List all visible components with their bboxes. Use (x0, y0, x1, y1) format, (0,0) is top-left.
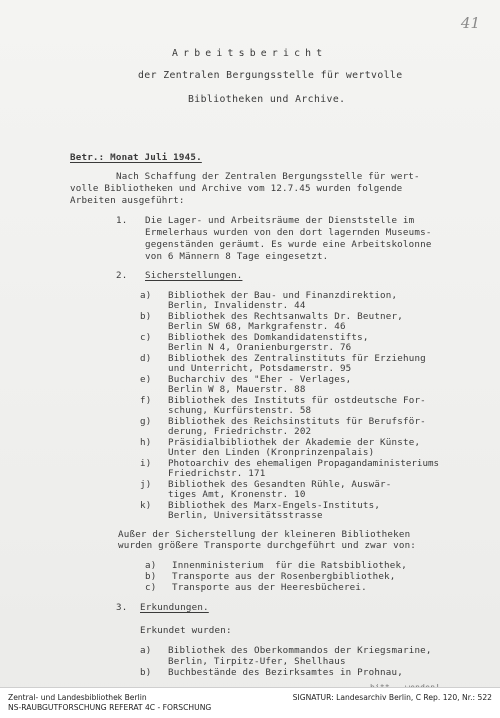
title-line-1: Arbeitsbericht (172, 48, 328, 59)
section-line: von 6 Männern 8 Tage eingesetzt. (145, 251, 329, 262)
list-item-line: und Unterricht, Potsdamerstr. 95 (168, 363, 352, 374)
list-item-line: Friedrichstr. 171 (168, 468, 266, 479)
list-item-line: Bibliothek der Bau- und Finanzdirektion, (168, 290, 398, 301)
list-item-line: Bibliothek des Reichsinstituts für Berufsför- (168, 416, 426, 427)
list-marker: a) (145, 560, 157, 571)
list-marker: b) (140, 311, 152, 322)
list-item-line: Bibliothek des Rechtsanwalts Dr. Beutner, (168, 311, 403, 322)
list-item-line: Präsidialbibliothek der Akademie der Künste, (168, 437, 421, 448)
subject-line: Betr.: Monat Juli 1945. (70, 152, 202, 163)
list-item-line: Berlin N 4, Oranienburgerstr. 76 (168, 342, 352, 353)
list-item-line: Berlin W 8, Mauerstr. 88 (168, 384, 306, 395)
list-item-line: Bibliothek des Oberkommandos der Kriegsmarine, (168, 645, 432, 656)
list-item-line: Unter den Linden (Kronprinzenpalais) (168, 447, 375, 458)
section-heading: Erkundungen. (140, 602, 209, 613)
list-marker: i) (140, 458, 152, 469)
list-marker: c) (140, 332, 152, 343)
list-marker: b) (140, 667, 152, 678)
paragraph-line: Außer der Sicherstellung der kleineren Bibliotheken (118, 529, 411, 540)
archive-footer (0, 687, 500, 718)
list-marker: j) (140, 479, 152, 490)
footer-institution: Zentral- und Landesbibliothek Berlin (8, 693, 147, 702)
list-item-line: Bibliothek des Zentralinstituts für Erziehung (168, 353, 426, 364)
list-item-line: Berlin SW 68, Markgrafenstr. 46 (168, 321, 346, 332)
list-item-line: Transporte aus der Rosenbergbibliothek, (172, 571, 396, 582)
list-marker: b) (145, 571, 157, 582)
section-number: 3. (116, 602, 128, 613)
list-marker: e) (140, 374, 152, 385)
list-item-line: Bibliothek des Instituts für ostdeutsche For- (168, 395, 426, 406)
footer-department: NS-RAUBGUTFORSCHUNG REFERAT 4C - FORSCHUNG (8, 703, 212, 712)
footer-signature: SIGNATUR: Landesarchiv Berlin, C Rep. 120, Nr.: 522 (292, 693, 492, 702)
list-item-line: schung, Kurfürstenstr. 58 (168, 405, 312, 416)
section-number: 1. (116, 215, 128, 226)
title-line-2: der Zentralen Bergungsstelle für wertvolle (138, 70, 403, 81)
list-item-line: Photoarchiv des ehemaligen Propagandaministeriums (168, 458, 440, 469)
intro-line: Nach Schaffung der Zentralen Bergungsstelle für wert- (116, 171, 420, 182)
list-marker: a) (140, 645, 152, 656)
list-item-line: Bibliothek des Marx-Engels-Instituts, (168, 500, 381, 511)
section-heading: Sicherstellungen. (145, 270, 243, 281)
list-item-line: Transporte aus der Heeresbücherei. (172, 582, 367, 593)
list-item-line: Bibliothek des Domkandidatenstifts, (168, 332, 369, 343)
list-marker: g) (140, 416, 152, 427)
paragraph-line: wurden größere Transporte durchgeführt und zwar von: (118, 540, 417, 551)
intro-line: Arbeiten ausgeführt: (70, 195, 185, 206)
section-number: 2. (116, 270, 128, 281)
list-item-line: Buchbestände des Bezirksamtes in Prohnau, (168, 667, 403, 678)
section-line: Die Lager- und Arbeitsräume der Dienststelle im (145, 215, 415, 226)
list-item-line: tiges Amt, Kronenstr. 10 (168, 489, 306, 500)
footer-left (8, 693, 211, 713)
list-item-line: Berlin, Invalidenstr. 44 (168, 300, 306, 311)
list-marker: a) (140, 290, 152, 301)
list-item-line: Bucharchiv des "Eher - Verlages, (168, 374, 352, 385)
title-line-3: Bibliotheken und Archive. (188, 94, 346, 105)
handwritten-page-number: 41 (460, 14, 480, 32)
list-marker: f) (140, 395, 152, 406)
list-marker: c) (145, 582, 157, 593)
intro-line: volle Bibliotheken und Archive vom 12.7.45 wurden folgende (70, 183, 403, 194)
section-subheading: Erkundet wurden: (140, 625, 232, 636)
list-item-line: derung, Friedrichstr. 202 (168, 426, 312, 437)
list-item-line: Berlin, Universitätsstrasse (168, 510, 323, 521)
list-marker: h) (140, 437, 152, 448)
section-line: Ermelerhaus wurden von den dort lagernden Museums- (145, 227, 432, 238)
list-item-line: Bibliothek des Gesandten Rühle, Auswär- (168, 479, 392, 490)
list-marker: k) (140, 500, 152, 511)
list-item-line: Innenministerium für die Ratsbibliothek, (172, 560, 407, 571)
list-marker: d) (140, 353, 152, 364)
list-item-line: Berlin, Tirpitz-Ufer, Shellhaus (168, 656, 346, 667)
section-line: gegenständen geräumt. Es wurde eine Arbeitskolonne (145, 239, 432, 250)
